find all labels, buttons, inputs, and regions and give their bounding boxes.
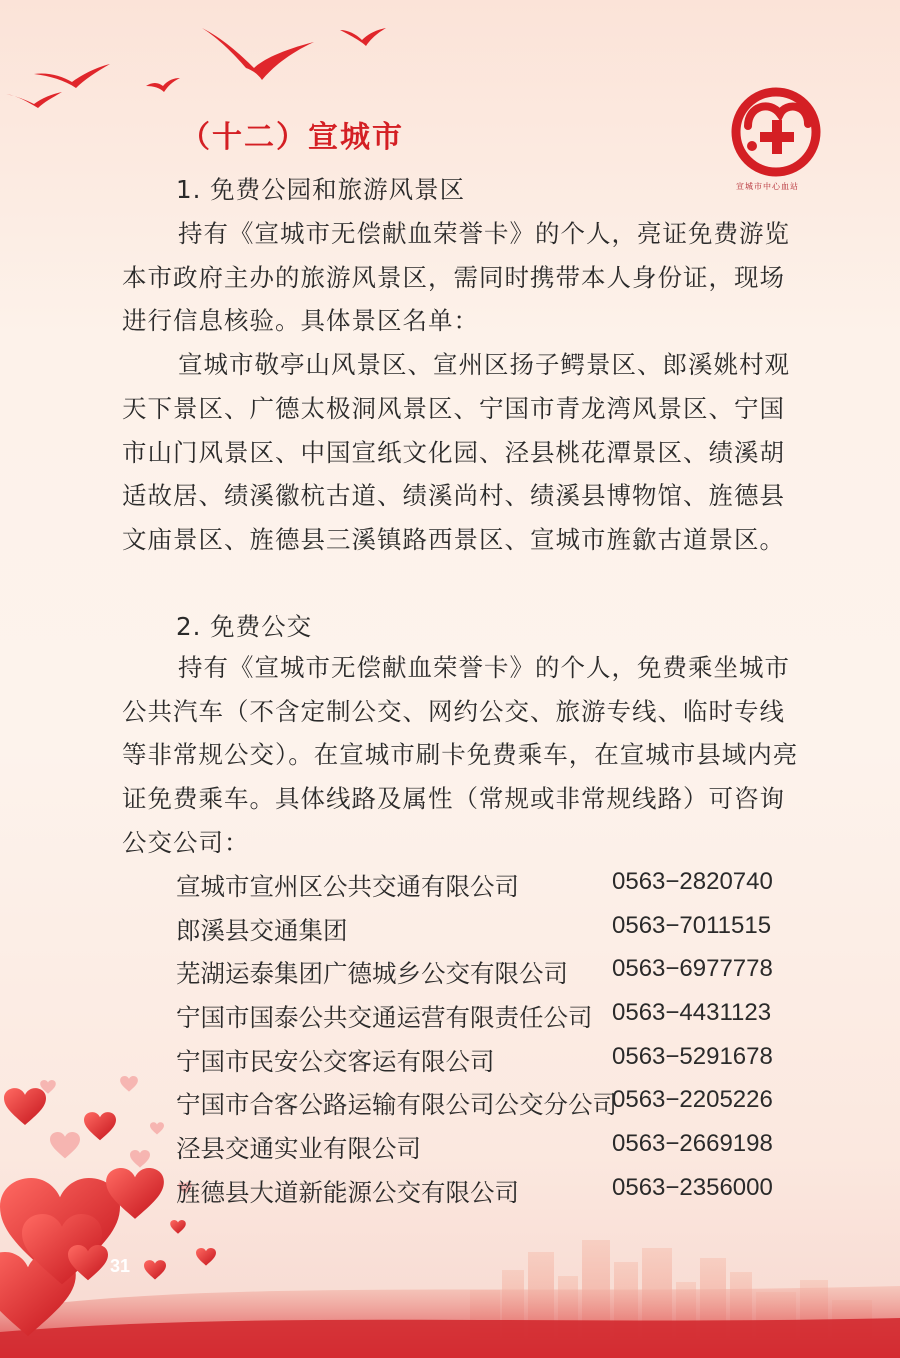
flying-bird-icon (146, 76, 180, 92)
section-parks-body (122, 212, 802, 562)
company-name: 芜湖运泰集团广德城乡公交有限公司 (176, 959, 568, 989)
heart-icon (170, 1220, 186, 1234)
heart-icon (196, 1248, 216, 1266)
list-item (176, 906, 816, 950)
phone-number: 0563−2356000 (612, 1173, 773, 1201)
flying-bird-icon (340, 22, 386, 46)
phone-number: 0563−2205226 (612, 1086, 773, 1114)
list-item (176, 1168, 816, 1212)
company-name: 泾县交通实业有限公司 (176, 1134, 421, 1164)
blood-donation-logo-icon (728, 86, 824, 196)
company-name: 宁国市国泰公共交通运营有限责任公司 (176, 1003, 593, 1033)
list-item (176, 1124, 816, 1168)
heart-icon (84, 1112, 116, 1140)
list-item (176, 1037, 816, 1081)
phone-number: 0563−6977778 (612, 955, 773, 983)
heart-icon (144, 1260, 166, 1279)
paragraph: 持有《宣城市无偿献血荣誉卡》的个人，免费乘坐城市公共汽车（不含定制公交、网约公交、旅游专线、临时专线等非常规公交）。在宣城市刷卡免费乘车，在宣城市县域内亮证免费乘车。具体线路及属性（常规或非常规线路）可咨询公交公司： (122, 653, 799, 857)
company-name: 宁国市合客公路运输有限公司公交分公司 (176, 1090, 617, 1120)
list-item (176, 862, 816, 906)
scenic-area-list: 宣城市敬亭山风景区、宣州区扬子鳄景区、郎溪姚村观天下景区、广德太极洞风景区、宁国市青龙湾风景区、宁国市山门风景区、中国宣纸文化园、泾县桃花潭景区、绩溪胡适故居、绩溪徽杭古道、绩溪尚村、绩溪县博物馆、旌德县文庙景区、旌德县三溪镇路西景区、宣城市旌歙古道景区。 (122, 350, 790, 554)
heart-icon (4, 1088, 46, 1125)
logo-caption: 宣城市中心血站 (736, 182, 799, 191)
phone-number: 0563−4431123 (612, 999, 772, 1027)
phone-number: 0563−2669198 (612, 1130, 773, 1158)
page-number: 31 (110, 1256, 131, 1276)
phone-number: 0563−2820740 (612, 868, 773, 895)
section-heading-parks: 1. 免费公园和旅游风景区 (176, 175, 466, 204)
page-title: （十二）宣城市 (180, 120, 404, 155)
company-name: 郎溪县交通集团 (176, 915, 348, 945)
company-name: 旌德县大道新能源公交有限公司 (176, 1177, 519, 1207)
list-item (176, 949, 816, 993)
company-name: 宁国市民安公交客运有限公司 (176, 1046, 495, 1076)
company-name: 宣城市宣州区公共交通有限公司 (176, 872, 519, 901)
bus-company-contact-list (176, 862, 816, 1212)
paragraph: 持有《宣城市无偿献血荣誉卡》的个人，亮证免费游览本市政府主办的旅游风景区，需同时携带本人身份证，现场进行信息核验。具体景区名单： (122, 219, 790, 336)
list-item (176, 1080, 816, 1124)
section-bus-body (122, 646, 802, 865)
list-item (176, 993, 816, 1037)
flying-bird-icon (200, 24, 318, 82)
phone-number: 0563−7011515 (612, 911, 772, 939)
flying-bird-icon (6, 90, 62, 108)
section-heading-bus: 2. 免费公交 (176, 612, 313, 641)
phone-number: 0563−5291678 (612, 1042, 773, 1070)
flying-bird-icon (34, 62, 110, 88)
